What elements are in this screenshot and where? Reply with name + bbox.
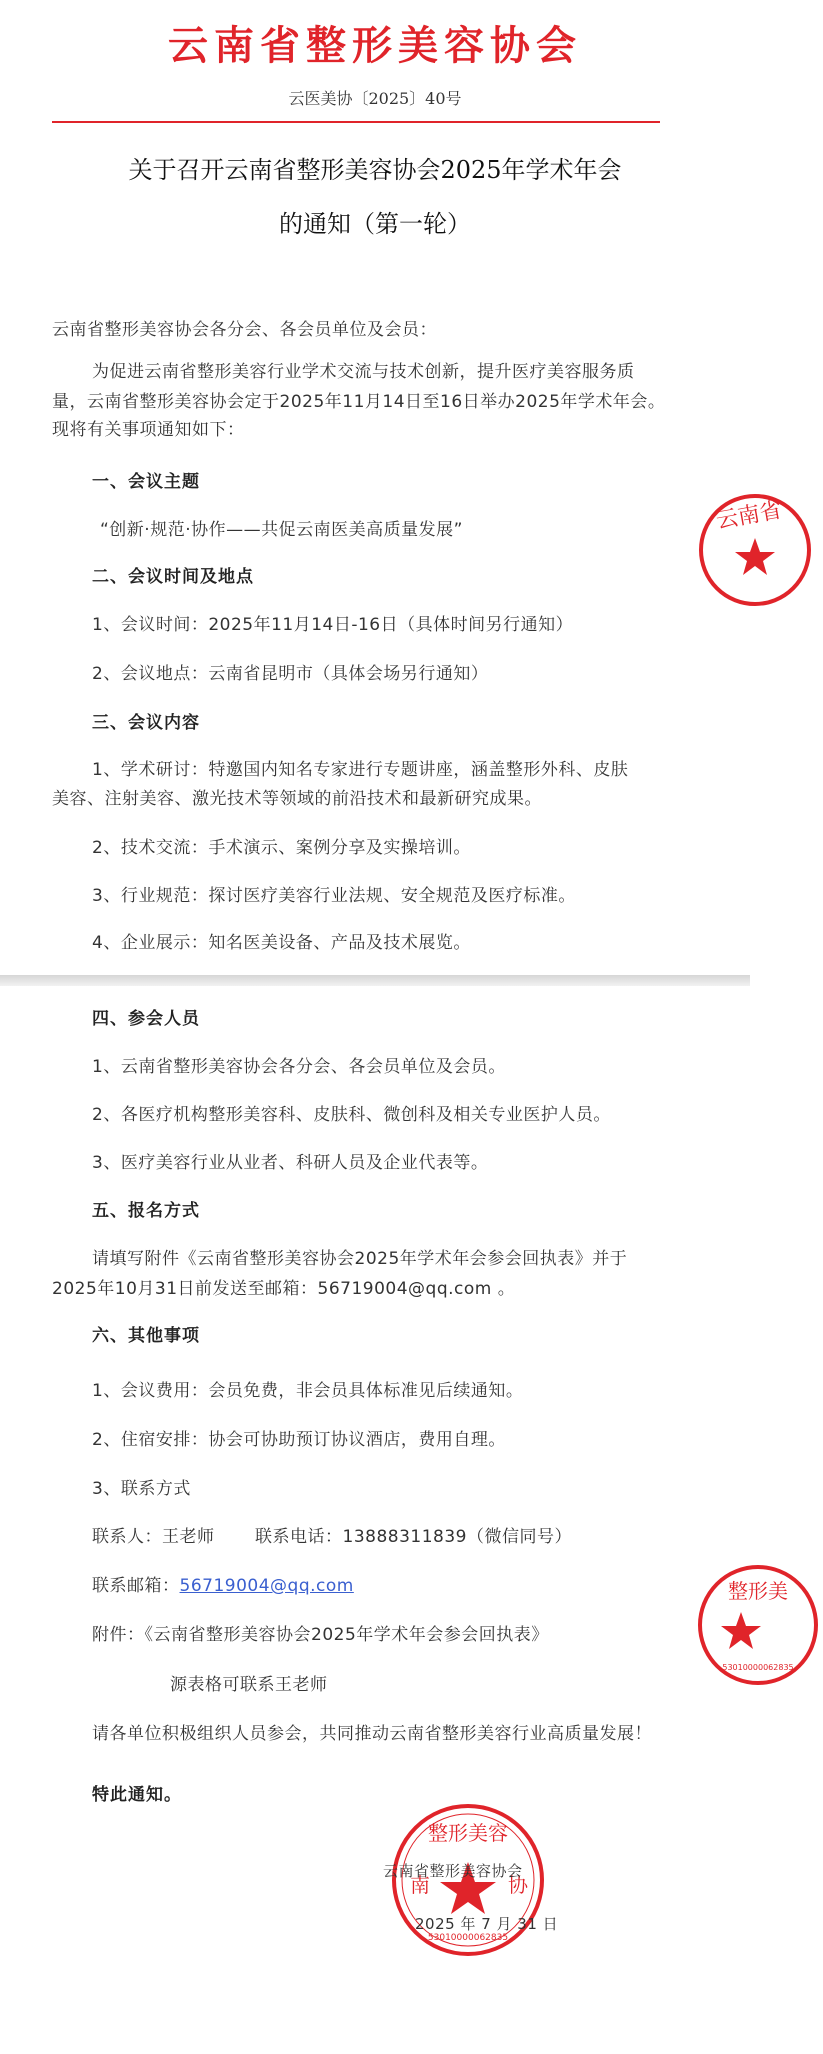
section-heading-theme: 一、会议主题 <box>92 472 200 492</box>
section-heading-other: 六、其他事项 <box>92 1326 200 1346</box>
contact-email-label: 联系邮箱： <box>92 1576 180 1596</box>
document-number: 云医美协〔2025〕40号 <box>288 89 462 108</box>
content-item-3: 3、行业规范：探讨医疗美容行业法规、安全规范及医疗标准。 <box>92 886 576 906</box>
meeting-fee: 1、会议费用：会员免费，非会员具体标准见后续通知。 <box>92 1381 524 1401</box>
meeting-place: 2、会议地点：云南省昆明市（具体会场另行通知） <box>92 664 489 684</box>
intro-line-2: 量，云南省整形美容协会定于2025年11月14日至16日举办2025年学术年会。 <box>52 392 666 412</box>
signature-date: 2025 年 7 月 31 日 <box>415 1915 559 1933</box>
registration-line1: 请填写附件《云南省整形美容协会2025年学术年会参会回执表》并于 <box>92 1249 628 1269</box>
closing-appeal: 请各单位积极组织人员参会，共同推动云南省整形美容行业高质量发展！ <box>92 1724 652 1744</box>
contact-person: 联系人：王老师 <box>92 1527 215 1547</box>
svg-text:整形美容: 整形美容 <box>428 1821 508 1845</box>
svg-text:协: 协 <box>508 1873 528 1897</box>
content-item-1-line1: 1、学术研讨：特邀国内知名专家进行专题讲座，涵盖整形外科、皮肤 <box>92 760 629 780</box>
seal-code: 53010000062835 <box>427 1933 509 1943</box>
intro-line-3: 现将有关事项通知如下： <box>52 420 245 440</box>
source-table-note: 源表格可联系王老师 <box>170 1675 328 1695</box>
signature-org: 云南省整形美容协会 <box>383 1862 523 1880</box>
letterhead-red-line <box>52 121 660 123</box>
official-seal-page2-edge <box>693 1560 823 1690</box>
contact-email-link[interactable]: 56719004@qq.com <box>179 1576 354 1596</box>
section-heading-content: 三、会议内容 <box>92 713 200 733</box>
svg-text:云南省: 云南省 <box>714 497 784 535</box>
official-seal-page1 <box>695 490 815 610</box>
attachment-note: 附件：《云南省整形美容协会2025年学术年会参会回执表》 <box>92 1625 549 1645</box>
svg-text:南: 南 <box>410 1873 430 1897</box>
seal-code-edge: 53010000062835 <box>722 1663 794 1672</box>
sign-off: 特此通知。 <box>92 1785 182 1805</box>
meeting-time: 1、会议时间：2025年11月14日-16日（具体时间另行通知） <box>92 615 574 635</box>
attendee-item-1: 1、云南省整形美容协会各分会、各会员单位及会员。 <box>92 1057 506 1077</box>
registration-line2: 2025年10月31日前发送至邮箱：56719004@qq.com 。 <box>52 1279 516 1299</box>
contact-email-row <box>92 1571 354 1596</box>
content-item-4: 4、企业展示：知名医美设备、产品及技术展览。 <box>92 933 471 953</box>
salutation: 云南省整形美容协会各分会、各会员单位及会员： <box>52 320 437 340</box>
attendee-item-2: 2、各医疗机构整形美容科、皮肤科、微创科及相关专业医护人员。 <box>92 1105 611 1125</box>
contact-heading: 3、联系方式 <box>92 1479 191 1499</box>
section-heading-time-place: 二、会议时间及地点 <box>92 567 254 587</box>
notice-title-line2: 的通知（第一轮） <box>279 210 471 238</box>
intro-line-1: 为促进云南省整形美容行业学术交流与技术创新，提升医疗美容服务质 <box>92 362 635 382</box>
section-heading-attendees: 四、参会人员 <box>92 1009 200 1029</box>
content-item-2: 2、技术交流：手术演示、案例分享及实操培训。 <box>92 838 471 858</box>
notice-title-line1: 关于召开云南省整形美容协会2025年学术年会 <box>128 156 622 184</box>
lodging-arrangement: 2、住宿安排：协会可协助预订协议酒店，费用自理。 <box>92 1430 506 1450</box>
meeting-theme: “创新·规范·协作——共促云南医美高质量发展” <box>100 520 463 540</box>
page-break-divider <box>0 975 750 986</box>
content-item-1-line2: 美容、注射美容、激光技术等领域的前沿技术和最新研究成果。 <box>52 789 542 809</box>
org-letterhead-title: 云南省整形美容协会 <box>168 22 582 69</box>
attendee-item-3: 3、医疗美容行业从业者、科研人员及企业代表等。 <box>92 1153 489 1173</box>
svg-text:整形美: 整形美 <box>728 1579 788 1603</box>
section-heading-registration: 五、报名方式 <box>92 1201 200 1221</box>
contact-phone: 联系电话：13888311839（微信同号） <box>255 1527 572 1547</box>
